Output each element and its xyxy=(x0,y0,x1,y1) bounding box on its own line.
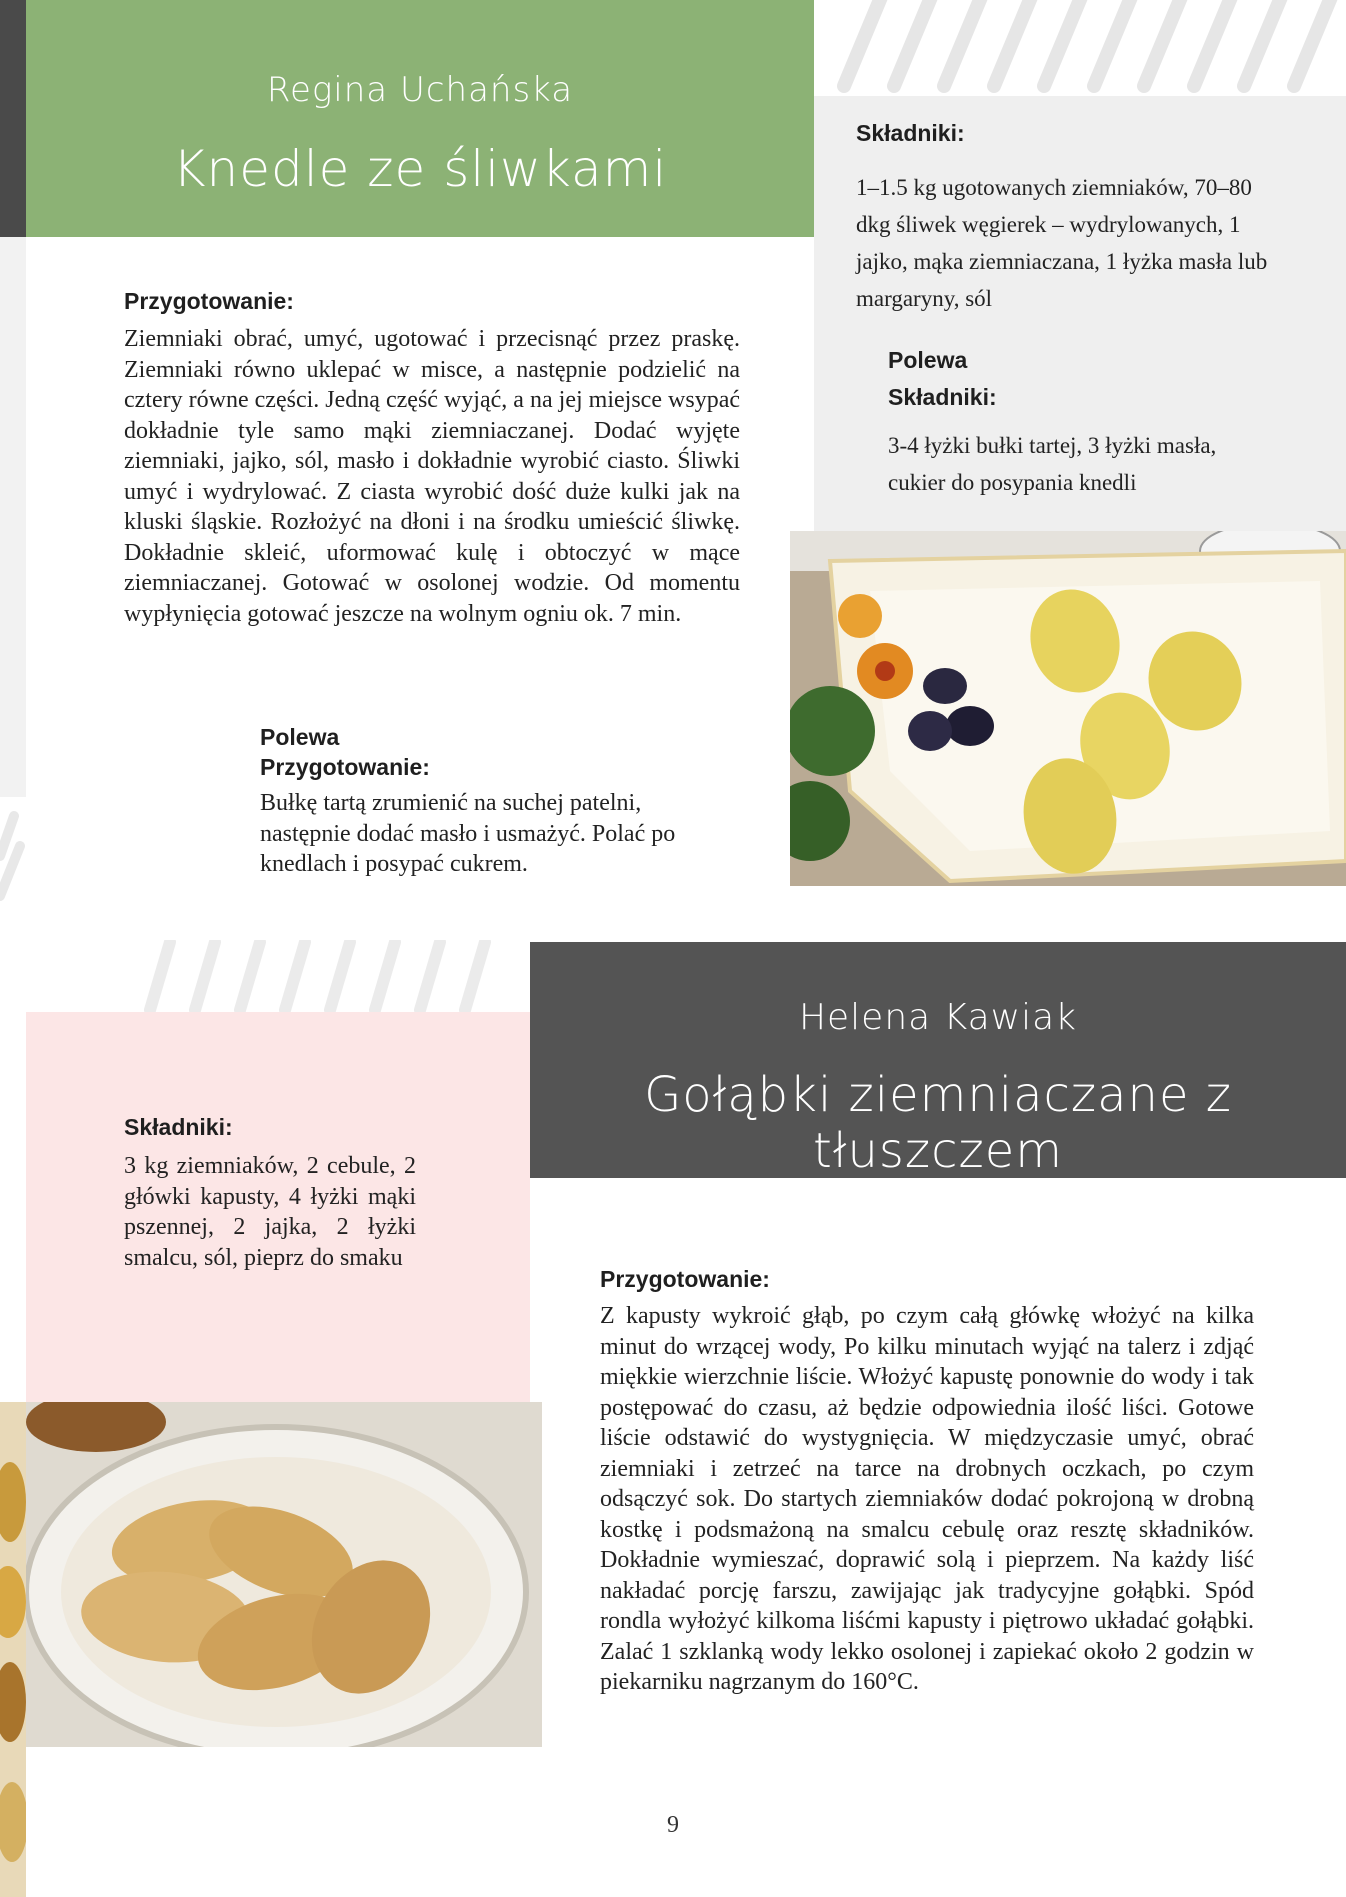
recipe1-author: Regina Uchańska xyxy=(266,70,574,110)
recipe2-header xyxy=(530,942,1346,1178)
topping-ingredients-text: 3-4 łyżki bułki tartej, 3 łyżki masła, cukier do posypania knedli xyxy=(888,433,1217,495)
topping-title: Polewa xyxy=(888,347,968,373)
ingredients-text: 1–1.5 kg ugotowanych ziemniaków, 70–80 dkg śliwek węgierek – wydrylowanych, 1 jajko, mąka ziemniaczana, 1 łyżka masła lub margaryny, sól xyxy=(856,175,1268,311)
topping-prep-title: Polewa xyxy=(260,724,340,750)
recipe2-title: Gołąbki ziemniaczane z tłuszczem xyxy=(644,1067,1232,1179)
cabbage-rolls-photo xyxy=(26,1402,542,1747)
decorative-strip xyxy=(0,237,26,797)
topping-prep-text: Bułkę tartą zrumienić na suchej patelni, następnie dodać masło i usmażyć. Polać po knedlach i posypać cukrem. xyxy=(260,790,676,877)
preparation-heading: Przygotowanie: xyxy=(600,1266,770,1292)
topping-prep-heading xyxy=(260,722,430,782)
decorative-stripes xyxy=(814,0,1346,96)
recipe1-header xyxy=(26,0,814,237)
decorative-stripes xyxy=(140,940,530,1012)
preparation-text: Ziemniaki obrać, umyć, ugotować i przecisnąć przez praskę. Ziemniaki równo uklepać w misce, a następnie podzielić na cztery równe części. Jedną część wyjąć, a na jej miejsce wsypać dokładnie tyle samo mąki ziemniaczanej. Dodać wyjęte ziemniaki, jajko, sól, masło i dokładnie wyrobić ciasto. Śliwki umyć i wydrylować. Z ciasta wyrobić dość duże kulki jak na kluski śląskie. Rozłożyć na dłoni i na środku umieścić śliwkę. Dokładnie skleić, uformować kulę i obtoczyć w mące ziemniaczanej. Gotować w osolonej wodzie. Od momentu wypłynięcia gotować jeszcze na wolnym ogniu ok. 7 min. xyxy=(124,326,740,627)
recipe1-title: Knedle ze śliwkami xyxy=(172,140,668,198)
preparation-text: Z kapusty wykroić głąb, po czym całą główkę włożyć na kilka minut do wrzącej wody, Po kilku minutach wyjąć na talerz i zdjąć miękkie wierzchnie liście. Włożyć kapustę ponownie do wody i tak postępować do czasu, aż będzie odpowiednia ilość liści. Gotowe liście odstawić do wystygnięcia. W międzyczasie umyć, obrać ziemniaki i zetrzeć na tarce na drobnych oczkach, po czym odsączyć sok. Do startych ziemniaków dodać pokrojoną w drobną kostkę i podsmażoną na smalcu cebulę oraz resztę składników. Dokładnie wymieszać, doprawić solą i pieprzem. Na każdy liść nakładać porcję farszu, zawijając jak tradycyjne gołąbki. Spód rondla wyłożyć kilkoma liśćmi kapusty i piętrowo układać gołąbki. Zalać 1 szklanką wody lekko osolonej i zapiekać około 2 godzin w piekarniku nagrzanym do 160°C. xyxy=(600,1303,1254,1695)
dumplings-photo xyxy=(790,531,1346,886)
topping-ingredients-heading: Składniki: xyxy=(888,384,997,410)
ingredients-heading: Składniki: xyxy=(124,1114,233,1140)
preparation-heading: Przygotowanie: xyxy=(124,288,294,314)
topping-heading xyxy=(888,342,997,416)
recipe2-author: Helena Kawiak xyxy=(798,997,1078,1038)
topping-prep-subtitle: Przygotowanie: xyxy=(260,754,430,780)
ingredients-text: 3 kg ziemniaków, 2 cebule, 2 główki kapusty, 4 łyżki mąki pszennej, 2 jajka, 2 łyżki smalcu, sól, pieprz do smaku xyxy=(124,1153,416,1271)
decorative-strip xyxy=(0,0,26,237)
decorative-stripes xyxy=(0,796,60,906)
page-number: 9 xyxy=(667,1812,679,1838)
ingredients-heading: Składniki: xyxy=(856,120,965,146)
